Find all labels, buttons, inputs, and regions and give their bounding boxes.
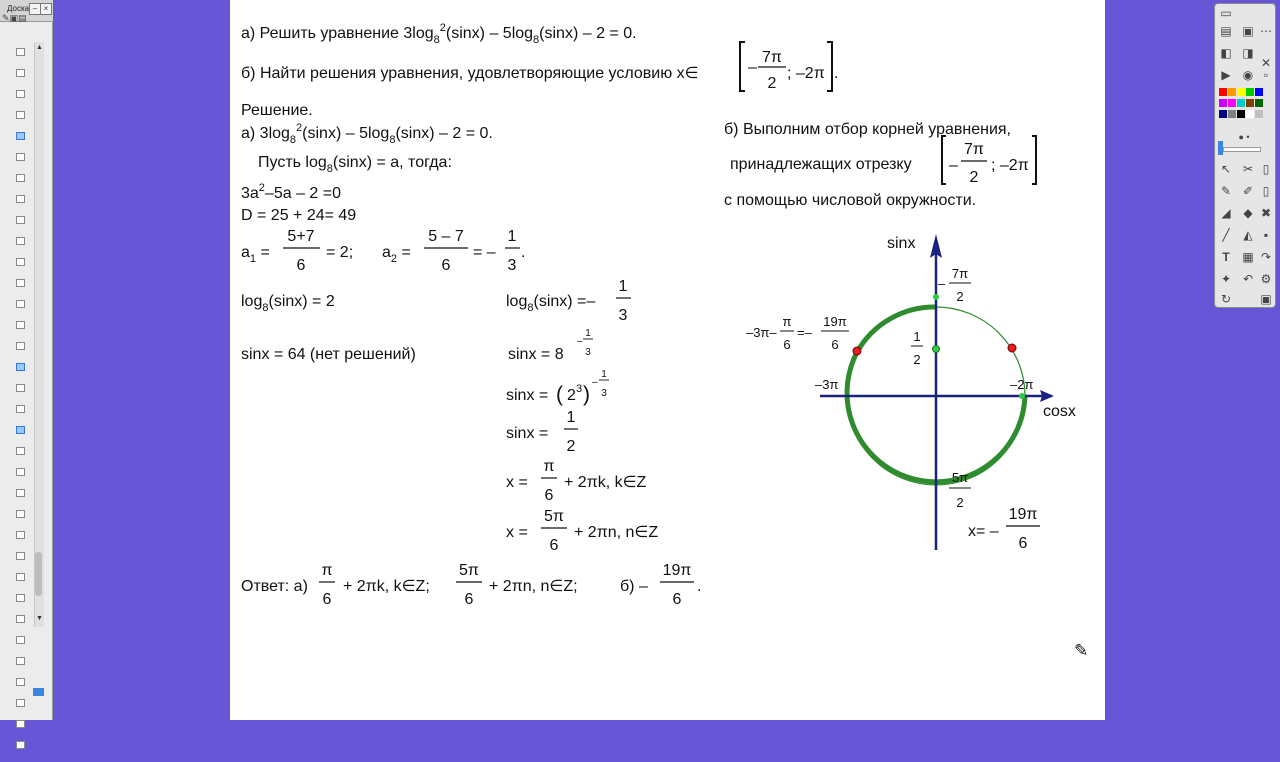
- svg-text:(: (: [556, 383, 563, 406]
- window-icon[interactable]: ▣: [1260, 292, 1272, 306]
- color-swatch[interactable]: [1255, 88, 1263, 96]
- svg-text:6: 6: [831, 337, 839, 352]
- page-thumbnail[interactable]: [16, 426, 25, 434]
- svg-text:π: π: [543, 458, 555, 475]
- slider-knob[interactable]: [1218, 141, 1223, 155]
- color-swatch[interactable]: [1237, 99, 1245, 107]
- page-thumbnail[interactable]: [16, 216, 25, 224]
- sinx-half-line: [506, 409, 578, 455]
- magic-pen-icon[interactable]: ✦: [1220, 272, 1232, 286]
- toolbar-minimize-icon[interactable]: ▭: [1220, 6, 1232, 20]
- svg-text:+ 2πk, k∈Z;: + 2πk, k∈Z;: [343, 578, 430, 595]
- svg-text:6: 6: [544, 487, 554, 504]
- svg-text:x =: x =: [506, 474, 528, 491]
- globe-icon[interactable]: ◉: [1242, 68, 1254, 82]
- svg-text:3: 3: [507, 257, 517, 274]
- line-tool-icon[interactable]: ╱: [1222, 228, 1230, 242]
- page-sorter-scrollbar[interactable]: [34, 42, 44, 627]
- svg-text:; –2π: ; –2π: [991, 157, 1029, 174]
- svg-text:3: 3: [601, 388, 607, 399]
- page-thumbnail[interactable]: [16, 699, 25, 707]
- color-swatch[interactable]: [1219, 88, 1227, 96]
- next-page-icon[interactable]: ◨: [1242, 46, 1254, 60]
- redo-icon[interactable]: ↷: [1260, 250, 1272, 264]
- page-thumbnail[interactable]: [16, 552, 25, 560]
- part-b-interval: [942, 136, 1036, 186]
- svg-text:–: –: [577, 336, 583, 347]
- page-thumbnail[interactable]: [16, 531, 25, 539]
- page-thumbnail[interactable]: [16, 48, 25, 56]
- text-tool-icon[interactable]: T: [1222, 250, 1230, 264]
- svg-text:.: .: [697, 578, 702, 595]
- page-thumbnail[interactable]: [16, 363, 25, 371]
- cosx-axis-label: cosx: [1043, 403, 1076, 420]
- scrollbar-thumb[interactable]: [35, 552, 42, 596]
- svg-text:1: 1: [507, 228, 517, 245]
- half-point: [933, 346, 940, 353]
- root-point-left: [853, 347, 861, 355]
- svg-text:sinx = 8: sinx = 8: [508, 346, 564, 363]
- svg-text:7π: 7π: [762, 49, 782, 66]
- more-icon[interactable]: ▫: [1263, 68, 1269, 82]
- board-content: [230, 0, 1105, 720]
- cosx-arrow-icon: [1040, 390, 1054, 402]
- part-b-line2: принадлежащих отрезку: [730, 156, 912, 173]
- svg-text:6: 6: [322, 591, 332, 608]
- page-thumbnail[interactable]: [16, 258, 25, 266]
- svg-text:1: 1: [585, 328, 591, 339]
- svg-text:–3π–: –3π–: [746, 325, 777, 340]
- page-thumbnail[interactable]: [16, 594, 25, 602]
- undo-icon[interactable]: ↶: [1242, 272, 1254, 286]
- page-thumbnail[interactable]: [16, 384, 25, 392]
- svg-text:5π: 5π: [951, 470, 969, 485]
- eraser-icon[interactable]: ◢: [1221, 206, 1231, 220]
- svg-text:2: 2: [969, 169, 979, 186]
- svg-text:1: 1: [601, 369, 607, 380]
- svg-text:π: π: [321, 562, 333, 579]
- color-swatch[interactable]: [1228, 110, 1236, 118]
- fill-icon[interactable]: ◭: [1243, 228, 1253, 242]
- play-icon[interactable]: ▶: [1221, 68, 1231, 82]
- line-width-icon[interactable]: ● •: [1238, 132, 1250, 142]
- label-minus-19pi-6: [746, 314, 849, 352]
- page-thumbnail[interactable]: [16, 636, 25, 644]
- minimize-icon[interactable]: –: [29, 3, 41, 15]
- label-minus-3pi: –3π: [815, 377, 839, 392]
- sinx-64-line: sinx = 64 (нет решений): [241, 346, 416, 363]
- screen-capture-icon[interactable]: ▣: [1242, 24, 1254, 38]
- grip-icon[interactable]: ⋯: [1260, 24, 1272, 38]
- page-icon[interactable]: ▤: [1220, 24, 1232, 38]
- page-thumbnail[interactable]: [16, 321, 25, 329]
- sinx-8-line: [508, 328, 593, 363]
- svg-text:7π: 7π: [951, 266, 969, 281]
- scroll-up-icon[interactable]: ▲: [36, 44, 43, 51]
- svg-text:a1 =: $a_1$ =: [241, 244, 270, 265]
- table-icon[interactable]: ▦: [1242, 250, 1254, 264]
- svg-text:–: –: [938, 276, 946, 291]
- page-copy-icon[interactable]: ▯: [1262, 162, 1270, 176]
- svg-text:6: 6: [783, 337, 791, 352]
- svg-text:a2 =: $a_2$ =: [382, 244, 411, 265]
- svg-text:.: .: [521, 244, 526, 261]
- x-solution-2: [506, 508, 658, 554]
- svg-text:1: 1: [566, 409, 576, 426]
- save-icon[interactable]: ▪: [1263, 228, 1269, 242]
- page-thumbnail[interactable]: [16, 90, 25, 98]
- svg-text:2: 2: [567, 387, 576, 404]
- svg-text:=–: =–: [797, 325, 812, 340]
- svg-text:2: 2: [566, 438, 576, 455]
- svg-text:log8(sinx) =–: $\log_8(\sin x)$ =–: [506, 293, 596, 314]
- page-thumbnail[interactable]: [16, 615, 25, 623]
- transparency-slider[interactable]: [1223, 147, 1261, 152]
- page-thumbnail[interactable]: [16, 678, 25, 686]
- part-b-line1: б) Выполним отбор корней уравнения,: [724, 121, 1011, 138]
- svg-text:= –: = –: [473, 244, 496, 261]
- svg-text:б) –: б) –: [620, 578, 648, 595]
- svg-text:): ): [583, 383, 590, 406]
- svg-text:2: 2: [956, 289, 964, 304]
- page-thumbnail[interactable]: [16, 195, 25, 203]
- scroll-down-icon[interactable]: ▼: [36, 615, 43, 622]
- svg-text:1: 1: [618, 278, 628, 295]
- page-thumbnail[interactable]: [16, 741, 25, 749]
- whiteboard-page[interactable]: [230, 0, 1105, 720]
- log-eq-right: [506, 278, 631, 324]
- discriminant-line: D = 25 + 24= 49: [241, 207, 357, 224]
- task-a: а) Решить уравнение $3\log_8^2(\sin x) - 5\log_8(\sin x) - 2 = 0$.: [241, 22, 637, 46]
- svg-text:2: 2: [956, 495, 964, 510]
- brush-icon[interactable]: ✐: [1242, 184, 1254, 198]
- page-sorter-tools[interactable]: ✎▣▤: [2, 13, 27, 23]
- svg-text:; –2π: ; –2π: [787, 65, 825, 82]
- document-icon[interactable]: ▯: [1262, 184, 1270, 198]
- page-thumbnail[interactable]: [16, 174, 25, 182]
- page-sorter-title: Доска: [7, 4, 30, 13]
- svg-text:.: .: [834, 65, 839, 82]
- task-b: б) Найти решения уравнения, удовлетворяющие условию x∈: [241, 65, 699, 82]
- previous-page-icon[interactable]: ◧: [1220, 46, 1232, 60]
- page-thumbnail[interactable]: [16, 153, 25, 161]
- svg-text:Ответ: а): Ответ: а): [241, 578, 308, 595]
- page-thumbnail[interactable]: [16, 447, 25, 455]
- svg-text:2: 2: [767, 75, 777, 92]
- svg-text:5+7: 5+7: [287, 228, 315, 245]
- page-thumbnail[interactable]: [16, 573, 25, 581]
- select-arrow-icon[interactable]: ↖: [1220, 162, 1232, 176]
- color-swatch[interactable]: [1255, 110, 1263, 118]
- answer-line: [241, 562, 701, 608]
- color-swatch[interactable]: [1228, 88, 1236, 96]
- top-point: [933, 294, 939, 300]
- smart-tools-toolbar: [1214, 3, 1276, 308]
- page-thumbnail[interactable]: [16, 720, 25, 728]
- delete-icon[interactable]: ✖: [1260, 206, 1272, 220]
- page-thumbnail[interactable]: [16, 489, 25, 497]
- page-thumbnail[interactable]: [16, 657, 25, 665]
- part-b-line3: с помощью числовой окружности.: [724, 192, 977, 209]
- page-thumbnail[interactable]: [16, 111, 25, 119]
- svg-text:= 2;: = 2;: [326, 244, 354, 261]
- svg-text:6: 6: [549, 537, 559, 554]
- svg-text:6: 6: [1018, 535, 1028, 552]
- sinx-2-power-line: [506, 369, 609, 406]
- svg-text:19π: 19π: [823, 314, 847, 329]
- color-swatch[interactable]: [1255, 99, 1263, 107]
- svg-text:5π: 5π: [544, 508, 564, 525]
- scissors-icon[interactable]: ✂: [1242, 162, 1254, 176]
- page-thumbnail[interactable]: [16, 300, 25, 308]
- tool-icon[interactable]: ⚙: [1260, 272, 1272, 286]
- solution-equation: а) $3\log_8^2(\sin x) - 5\log_8(\sin x) - 2 = 0$.: [241, 122, 493, 146]
- roots-line: [241, 228, 525, 274]
- label-5pi-2: [949, 470, 971, 510]
- svg-text:3: 3: [618, 307, 628, 324]
- svg-text:x= –: x= –: [968, 523, 999, 540]
- svg-text:–: –: [949, 157, 958, 174]
- shapes-icon[interactable]: ◆: [1243, 206, 1253, 220]
- quadratic-equation: $3a^2-5a - 2 =0$: [241, 182, 341, 202]
- svg-text:π: π: [782, 314, 792, 329]
- svg-text:3: 3: [576, 383, 583, 395]
- substitution-line: Пусть $\log_8(\sin x) = a$, тогда:: [258, 154, 452, 175]
- svg-text:x =: x =: [506, 524, 528, 541]
- page-sorter-header: [0, 0, 53, 22]
- svg-text:19π: 19π: [662, 562, 692, 579]
- sinx-axis-label: sinx: [887, 235, 916, 252]
- page-thumbnail[interactable]: [16, 342, 25, 350]
- x-solution-1: [506, 458, 647, 504]
- page-thumbnail[interactable]: [16, 405, 25, 413]
- close-icon[interactable]: ×: [40, 3, 52, 15]
- color-swatch[interactable]: [1219, 99, 1227, 107]
- svg-text:7π: 7π: [964, 141, 984, 158]
- svg-text:–: –: [748, 59, 757, 76]
- svg-text:3: 3: [585, 347, 591, 358]
- page-thumbnail-list[interactable]: [12, 48, 30, 762]
- x-answer-label: [968, 506, 1040, 552]
- svg-text:6: 6: [672, 591, 682, 608]
- page-thumbnail[interactable]: [16, 237, 25, 245]
- color-swatch[interactable]: [1219, 110, 1227, 118]
- color-swatch[interactable]: [1246, 99, 1254, 107]
- rotate-icon[interactable]: ↻: [1220, 292, 1232, 306]
- svg-text:+ 2πk, k∈Z: + 2πk, k∈Z: [564, 474, 647, 491]
- log-eq-left: $\log_8(\sin x) = 2$: [241, 293, 335, 314]
- current-page-indicator: [33, 688, 44, 696]
- label-half: [911, 329, 923, 367]
- svg-text:5π: 5π: [459, 562, 479, 579]
- color-swatch[interactable]: [1246, 110, 1254, 118]
- svg-text:2: 2: [913, 352, 921, 367]
- label-7pi-2: [938, 266, 971, 304]
- right-point: [1019, 393, 1025, 399]
- svg-text:+ 2πn, n∈Z;: + 2πn, n∈Z;: [489, 578, 578, 595]
- page-thumbnail[interactable]: [16, 132, 25, 140]
- svg-text:6: 6: [296, 257, 306, 274]
- page-thumbnail[interactable]: [16, 69, 25, 77]
- page-thumbnail[interactable]: [16, 279, 25, 287]
- label-minus-2pi: –2π: [1010, 377, 1034, 392]
- svg-text:6: 6: [441, 257, 451, 274]
- svg-text:5 – 7: 5 – 7: [428, 228, 464, 245]
- color-swatch[interactable]: [1237, 88, 1245, 96]
- svg-text:1: 1: [913, 329, 921, 344]
- pen-cursor-icon: ✎: [1074, 641, 1089, 660]
- svg-text:sinx =: sinx =: [506, 387, 549, 404]
- color-swatch[interactable]: [1237, 110, 1245, 118]
- solution-heading: Решение.: [241, 102, 313, 119]
- root-point-right: [1008, 344, 1016, 352]
- svg-text:19π: 19π: [1008, 506, 1038, 523]
- color-swatch[interactable]: [1228, 99, 1236, 107]
- svg-text:6: 6: [464, 591, 474, 608]
- task-b-interval: [740, 42, 838, 92]
- page-thumbnail[interactable]: [16, 510, 25, 518]
- color-swatch[interactable]: [1246, 88, 1254, 96]
- svg-text:+ 2πn, n∈Z: + 2πn, n∈Z: [574, 524, 659, 541]
- pen-icon[interactable]: ✎: [1220, 184, 1232, 198]
- svg-text:–: –: [592, 377, 598, 388]
- page-thumbnail[interactable]: [16, 468, 25, 476]
- unit-circle-diagram: [746, 234, 1076, 552]
- svg-text:sinx =: sinx =: [506, 425, 549, 442]
- expand-icon[interactable]: ✕: [1260, 56, 1272, 70]
- page-sorter-panel: [0, 0, 53, 720]
